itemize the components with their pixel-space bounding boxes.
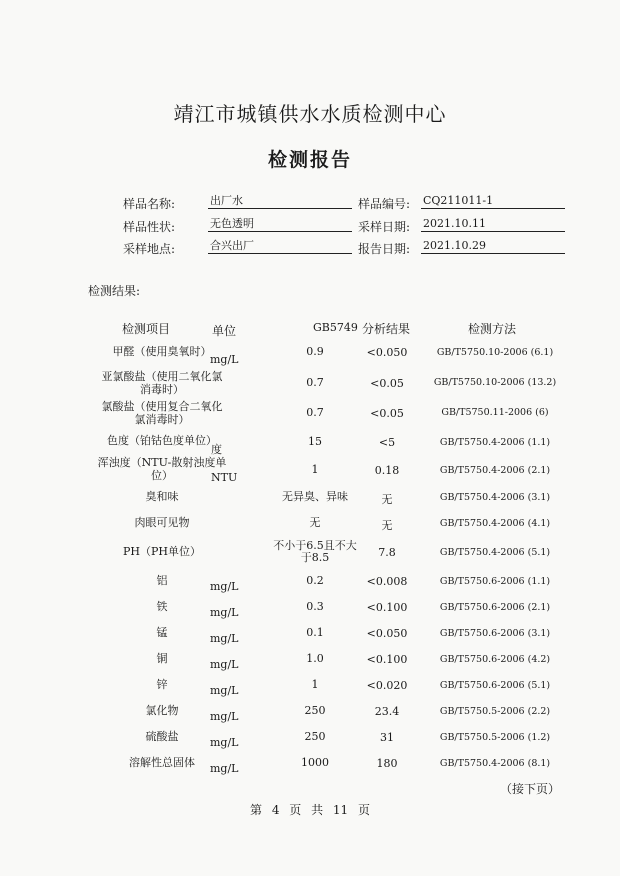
row-method: GB/T5750.4-2006 (2.1) xyxy=(439,465,551,476)
sample-property-label: 样品性状: xyxy=(123,220,176,234)
row-standard: 0.9 xyxy=(306,345,324,358)
row-unit: mg/L xyxy=(210,736,239,749)
header-method: 检测方法 xyxy=(468,322,517,336)
row-result: 无 xyxy=(381,519,393,532)
row-standard: 无 xyxy=(309,516,321,529)
row-method: GB/T5750.4-2006 (5.1) xyxy=(439,547,551,558)
report-date-value: 2021.10.29 xyxy=(421,238,565,254)
row-method: GB/T5750.6-2006 (1.1) xyxy=(439,576,551,587)
report-title: 检测报告 xyxy=(267,149,352,171)
row-item: 臭和味 xyxy=(145,490,179,503)
row-method: GB/T5750.6-2006 (2.1) xyxy=(439,602,551,613)
row-item: 甲醛（使用臭氧时） xyxy=(112,345,212,358)
row-method: GB/T5750.5-2006 (2.2) xyxy=(439,706,551,717)
row-method: GB/T5750.10-2006 (13.2) xyxy=(433,377,557,388)
row-standard: 1 xyxy=(311,463,319,476)
row-standard: 250 xyxy=(304,704,326,717)
page-indicator: 第 4 页 共 11 页 xyxy=(250,803,370,817)
row-method: GB/T5750.5-2006 (1.2) xyxy=(439,732,551,743)
row-method: GB/T5750.4-2006 (3.1) xyxy=(439,492,551,503)
row-item: 铜 xyxy=(156,652,168,665)
row-result: <5 xyxy=(378,436,396,449)
row-result: <0.100 xyxy=(366,653,408,666)
results-label: 检测结果: xyxy=(88,284,141,298)
row-standard: 0.7 xyxy=(306,406,324,419)
row-item: 铝 xyxy=(156,574,168,587)
row-result: 无 xyxy=(381,493,393,506)
row-result: <0.020 xyxy=(366,679,408,692)
row-standard: 0.1 xyxy=(306,626,324,639)
row-method: GB/T5750.6-2006 (3.1) xyxy=(439,628,551,639)
row-item: 色度（铂钴色度单位） xyxy=(107,434,217,447)
row-item: 浑浊度（NTU-散射浊度单位） xyxy=(97,456,227,482)
row-method: GB/T5750.4-2006 (8.1) xyxy=(439,758,551,769)
row-method: GB/T5750.10-2006 (6.1) xyxy=(436,347,554,358)
row-result: 31 xyxy=(380,731,394,744)
row-unit: mg/L xyxy=(210,684,239,697)
sample-code-value: CQ211011-1 xyxy=(421,193,565,209)
row-method: GB/T5750.11-2006 (6) xyxy=(441,407,549,418)
row-standard: 1 xyxy=(311,678,319,691)
row-item: PH（PH单位） xyxy=(123,545,201,558)
row-result: <0.050 xyxy=(366,346,408,359)
row-standard: 1000 xyxy=(301,756,329,769)
row-unit: mg/L xyxy=(210,580,239,593)
row-standard: 1.0 xyxy=(306,652,324,665)
row-method: GB/T5750.6-2006 (5.1) xyxy=(439,680,551,691)
row-unit: mg/L xyxy=(210,353,239,366)
sampling-date-value: 2021.10.11 xyxy=(421,216,565,232)
row-method: GB/T5750.6-2006 (4.2) xyxy=(439,654,551,665)
row-result: 7.8 xyxy=(378,546,396,559)
row-unit: mg/L xyxy=(210,658,239,671)
report-date-label: 报告日期: xyxy=(358,242,411,256)
organization-name: 靖江市城镇供水水质检测中心 xyxy=(173,102,447,126)
row-item: 溶解性总固体 xyxy=(129,756,195,769)
continued-note: （接下页） xyxy=(500,782,561,796)
sampling-location-label: 采样地点: xyxy=(123,242,176,256)
row-item: 肉眼可见物 xyxy=(134,516,190,529)
sampling-date-label: 采样日期: xyxy=(358,220,411,234)
header-item: 检测项目 xyxy=(122,322,171,336)
row-standard: 15 xyxy=(308,435,322,448)
row-result: 0.18 xyxy=(374,464,400,477)
header-standard: GB5749 xyxy=(313,321,358,334)
sample-code-label: 样品编号: xyxy=(358,197,411,211)
row-unit: NTU xyxy=(211,471,238,484)
row-standard: 250 xyxy=(304,730,326,743)
header-result: 分析结果 xyxy=(362,322,411,336)
row-item: 铁 xyxy=(156,600,168,613)
sample-name-value: 出厂水 xyxy=(208,193,352,209)
row-standard: 0.7 xyxy=(306,376,324,389)
row-item: 硫酸盐 xyxy=(145,730,179,743)
row-item: 锌 xyxy=(156,678,168,691)
row-item: 氯化物 xyxy=(145,704,179,717)
row-method: GB/T5750.4-2006 (4.1) xyxy=(439,518,551,529)
sample-property-value: 无色透明 xyxy=(208,216,352,232)
row-unit: mg/L xyxy=(210,710,239,723)
row-result: <0.05 xyxy=(370,407,404,420)
row-result: 180 xyxy=(376,757,398,770)
row-unit: mg/L xyxy=(210,762,239,775)
row-unit: 度 xyxy=(211,443,222,456)
row-result: <0.05 xyxy=(370,377,404,390)
row-item: 亚氯酸盐（使用二氧化氯消毒时） xyxy=(101,370,223,396)
row-standard: 不小于6.5且不大于8.5 xyxy=(273,539,357,564)
header-unit: 单位 xyxy=(212,324,237,338)
row-unit: mg/L xyxy=(210,632,239,645)
sampling-location-value: 合兴出厂 xyxy=(208,238,352,254)
row-standard: 无异臭、异味 xyxy=(282,490,348,503)
row-method: GB/T5750.4-2006 (1.1) xyxy=(439,437,551,448)
row-result: <0.100 xyxy=(366,601,408,614)
row-result: 23.4 xyxy=(374,705,400,718)
row-result: <0.008 xyxy=(366,575,408,588)
row-standard: 0.3 xyxy=(306,600,324,613)
row-unit: mg/L xyxy=(210,606,239,619)
sample-name-label: 样品名称: xyxy=(123,197,176,211)
row-item: 锰 xyxy=(156,626,168,639)
row-result: <0.050 xyxy=(366,627,408,640)
row-item: 氯酸盐（使用复合二氧化氯消毒时） xyxy=(101,400,223,426)
row-standard: 0.2 xyxy=(306,574,324,587)
